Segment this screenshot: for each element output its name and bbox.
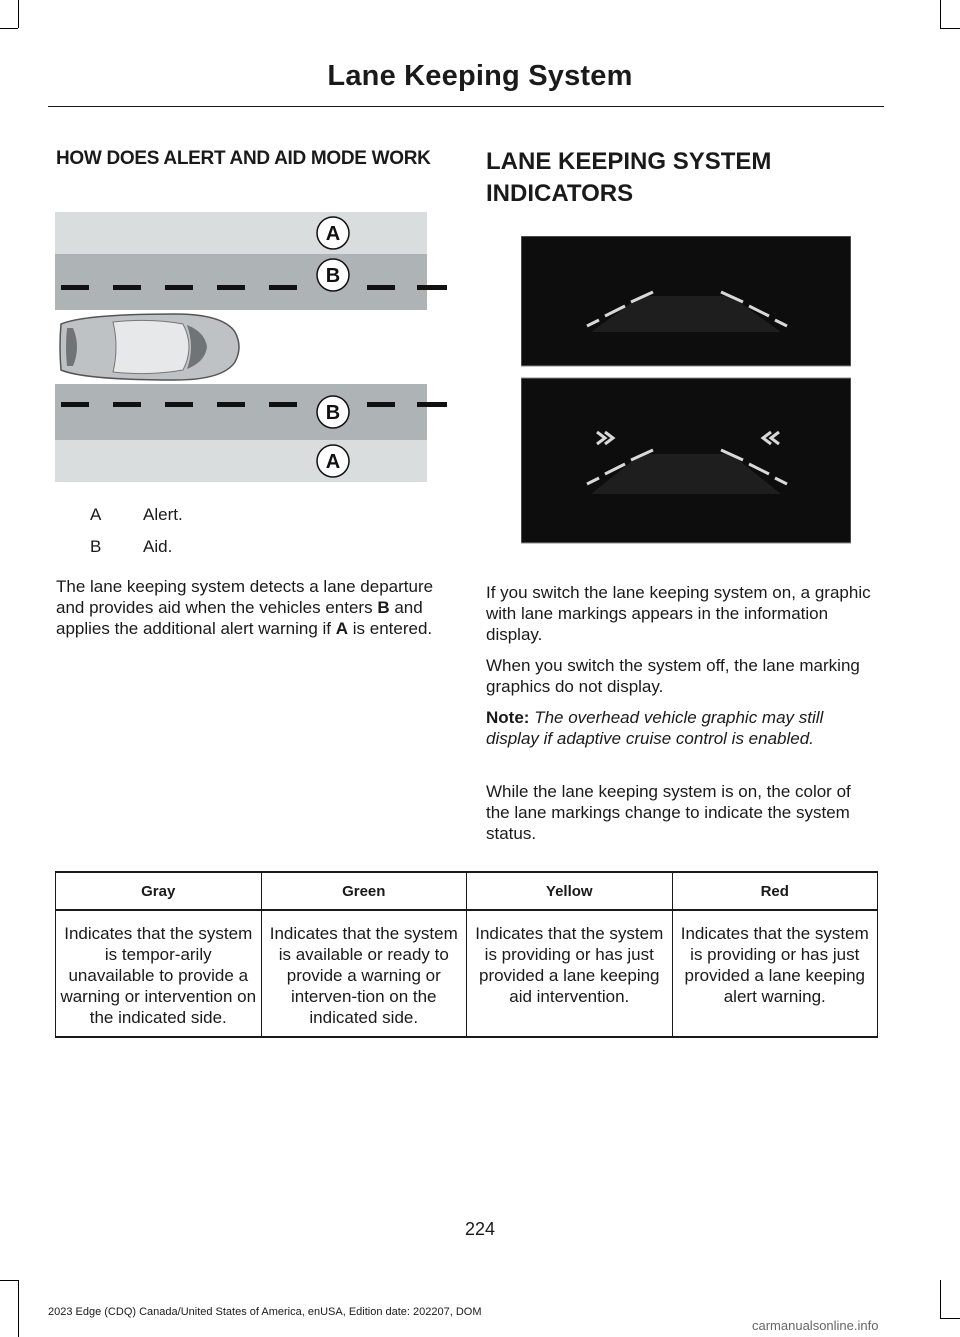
table-cell: Indicates that the system is available or ready to provide a warning or interven-tion on the indicated side. (261, 910, 467, 1037)
crop-mark (940, 0, 941, 28)
indicators-paragraph-2: When you switch the system off, the lane marking graphics do not display. (486, 656, 860, 696)
crop-mark (940, 1280, 941, 1318)
lane-status-table (55, 871, 878, 1038)
diagram-label-b-top: B (325, 265, 341, 287)
crop-mark (18, 0, 19, 28)
car-icon (60, 314, 239, 380)
crop-mark (0, 1280, 18, 1281)
note (486, 707, 878, 749)
crop-mark (0, 28, 18, 29)
lane-display-graphic (521, 236, 851, 546)
indicators-paragraph-1: If you switch the lane keeping system on, a graphic with lane markings appears in the information display. (486, 583, 871, 644)
crop-mark (940, 28, 960, 29)
diagram-label-b-bottom: B (325, 402, 341, 424)
lane-alert-aid-diagram (55, 212, 447, 482)
table-cell: Indicates that the system is providing or has just provided a lane keeping alert warning. (672, 910, 878, 1037)
legend-value: Alert. (143, 505, 183, 524)
table-row (56, 910, 878, 1037)
indicators-paragraph-3: While the lane keeping system is on, the color of the lane markings change to indicate the system status. (486, 782, 851, 843)
table-cell: Indicates that the system is providing or has just provided a lane keeping aid intervention. (467, 910, 673, 1037)
note-text: The overhead vehicle graphic may still display if adaptive cruise control is enabled. (486, 708, 824, 748)
title-rule (48, 106, 884, 107)
footer-edition: 2023 Edge (CDQ) Canada/United States of America, enUSA, Edition date: 202207, DOM (48, 1306, 482, 1318)
section-heading-indicators: LANE KEEPING SYSTEM INDICATORS (486, 148, 772, 207)
diagram-label-a-top: A (325, 223, 341, 245)
crop-mark (18, 1280, 19, 1337)
watermark: carmanualsonline.info (752, 1318, 879, 1333)
note-label: Note: (486, 708, 530, 727)
section-heading-alert-aid: HOW DOES ALERT AND AID MODE WORK (56, 148, 431, 169)
table-header: Green (261, 872, 467, 910)
legend-key: B (90, 537, 102, 556)
table-header: Gray (56, 872, 262, 910)
table-header: Red (672, 872, 878, 910)
diagram-label-a-bottom: A (325, 451, 341, 473)
page-number: 224 (464, 1219, 496, 1239)
table-cell: Indicates that the system is tempor-arily unavailable to provide a warning or intervention on the indicated side. (56, 910, 262, 1037)
crop-mark (940, 1318, 960, 1319)
legend-key: A (90, 505, 102, 524)
page-title: Lane Keeping System (327, 60, 633, 92)
table-header: Yellow (467, 872, 673, 910)
alert-aid-paragraph: The lane keeping system detects a lane departure and provides aid when the vehicles enters B and applies the additional alert warning if A is entered. (56, 577, 434, 638)
legend-value: Aid. (143, 537, 173, 556)
